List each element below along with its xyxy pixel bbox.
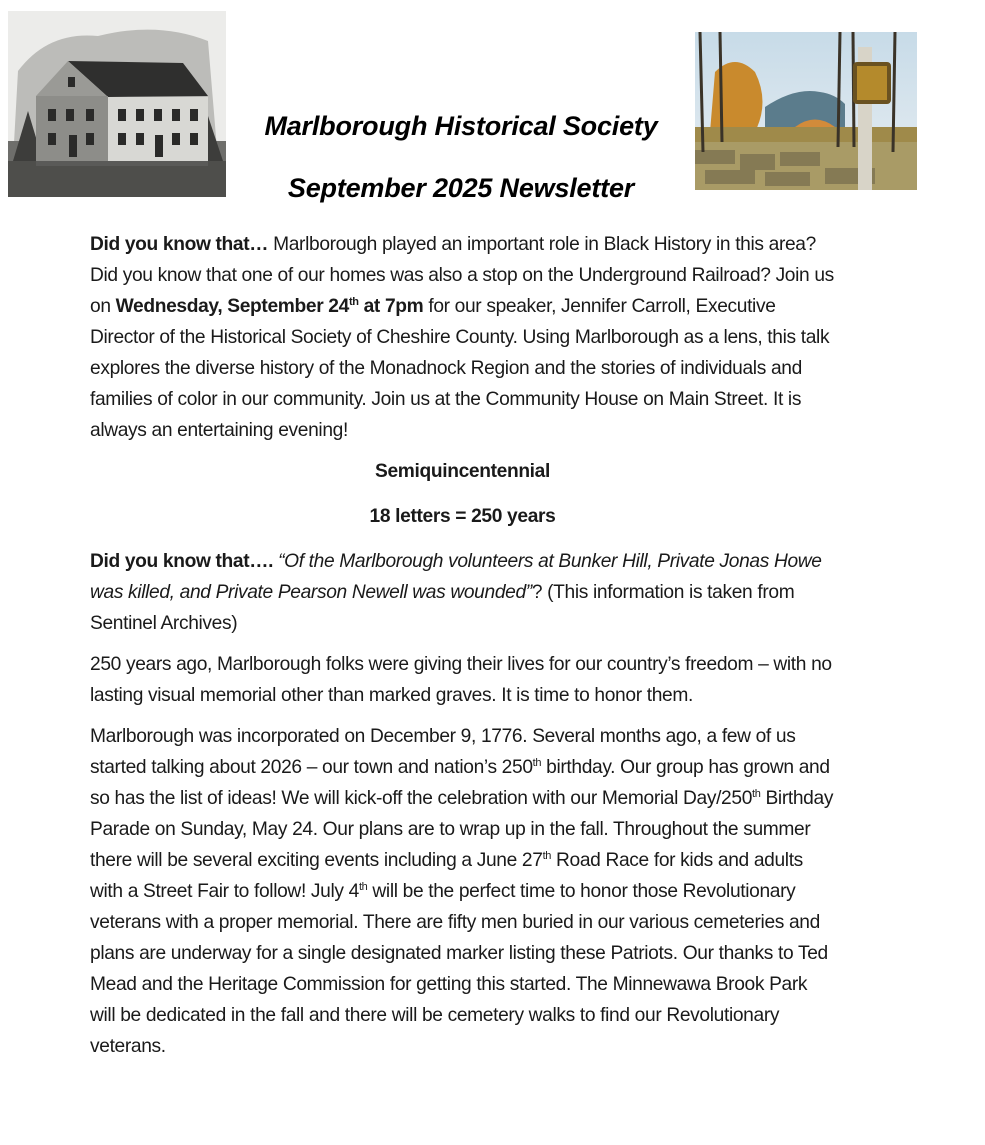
mountain-marker-photo-icon xyxy=(695,32,917,190)
celebration-plans-paragraph: Marlborough was incorporated on December 9, 1776. Several months ago, a few of us started talking about 2026 – our town and nation’s 250th birthday. Our group has grown and so has the list of ideas! We will kick-off the celebration with our Memorial Day/250th Birthday Parade on Sunday, May 24. Our plans are to wrap up in the fall. Throughout the summer there will be several exciting events including a June 27th Road Race for kids and adults with a Street Fair to follow! July 4th will be the perfect time to honor those Revolutionary veterans with a proper memorial. There are fifty men buried in our various cemeteries and plans are underway for a single designated marker listing these Patriots. Our thanks to Ted Mead and the Heritage Commission for getting this started. The Minnewawa Brook Park will be dedicated in the fall and there will be cemetery walks to find our Revolutionary veterans. xyxy=(90,726,834,1057)
newsletter-body xyxy=(90,229,835,1072)
house-engraving-icon xyxy=(8,11,226,197)
memorial-paragraph: 250 years ago, Marlborough folks were giving their lives for our country’s freedom – with no lasting visual memorial other than marked graves. It is time to honor them. xyxy=(90,654,832,706)
historic-house-engraving-image xyxy=(8,11,226,197)
bunker-hill-quote: “Of the Marlborough volunteers at Bunker Hill, Private Jonas Howe was killed, and Private Pearson Newell was wounded” xyxy=(90,551,822,603)
black-history-paragraph: Did you know that… Marlborough played an important role in Black History in this area? Did you know that one of our homes was also a stop on the Underground Railroad? Join us on Wednesday, September 24th at 7pm for our speaker, Jennifer Carroll, Executive Director of the Historical Society of Cheshire County. Using Marlborough as a lens, this talk explores the diverse history of the Monadnock Region and the stories of individuals and families of color in our community. Join us at the Community House on Main Street. It is always an entertaining evening! xyxy=(90,234,834,441)
did-you-know-lead: Did you know that… xyxy=(90,234,269,255)
newsletter-org-title: Marlborough Historical Society xyxy=(264,111,658,141)
event-time: at 7pm xyxy=(358,296,424,317)
section-heading: Semiquincentennial xyxy=(375,461,550,482)
bunker-hill-paragraph: Did you know that…. “Of the Marlborough volunteers at Bunker Hill, Private Jonas Howe was killed, and Private Pearson Newell was wounded”? (This information is taken from Sentinel Archives) xyxy=(90,551,822,634)
autumn-landscape-photo xyxy=(695,32,917,190)
section-subheading: 18 letters = 250 years xyxy=(369,506,556,527)
did-you-know-lead-2: Did you know that…. xyxy=(90,551,274,572)
newsletter-issue-title: September 2025 Newsletter xyxy=(287,173,635,203)
event-date: Wednesday, September 24 xyxy=(115,296,349,317)
